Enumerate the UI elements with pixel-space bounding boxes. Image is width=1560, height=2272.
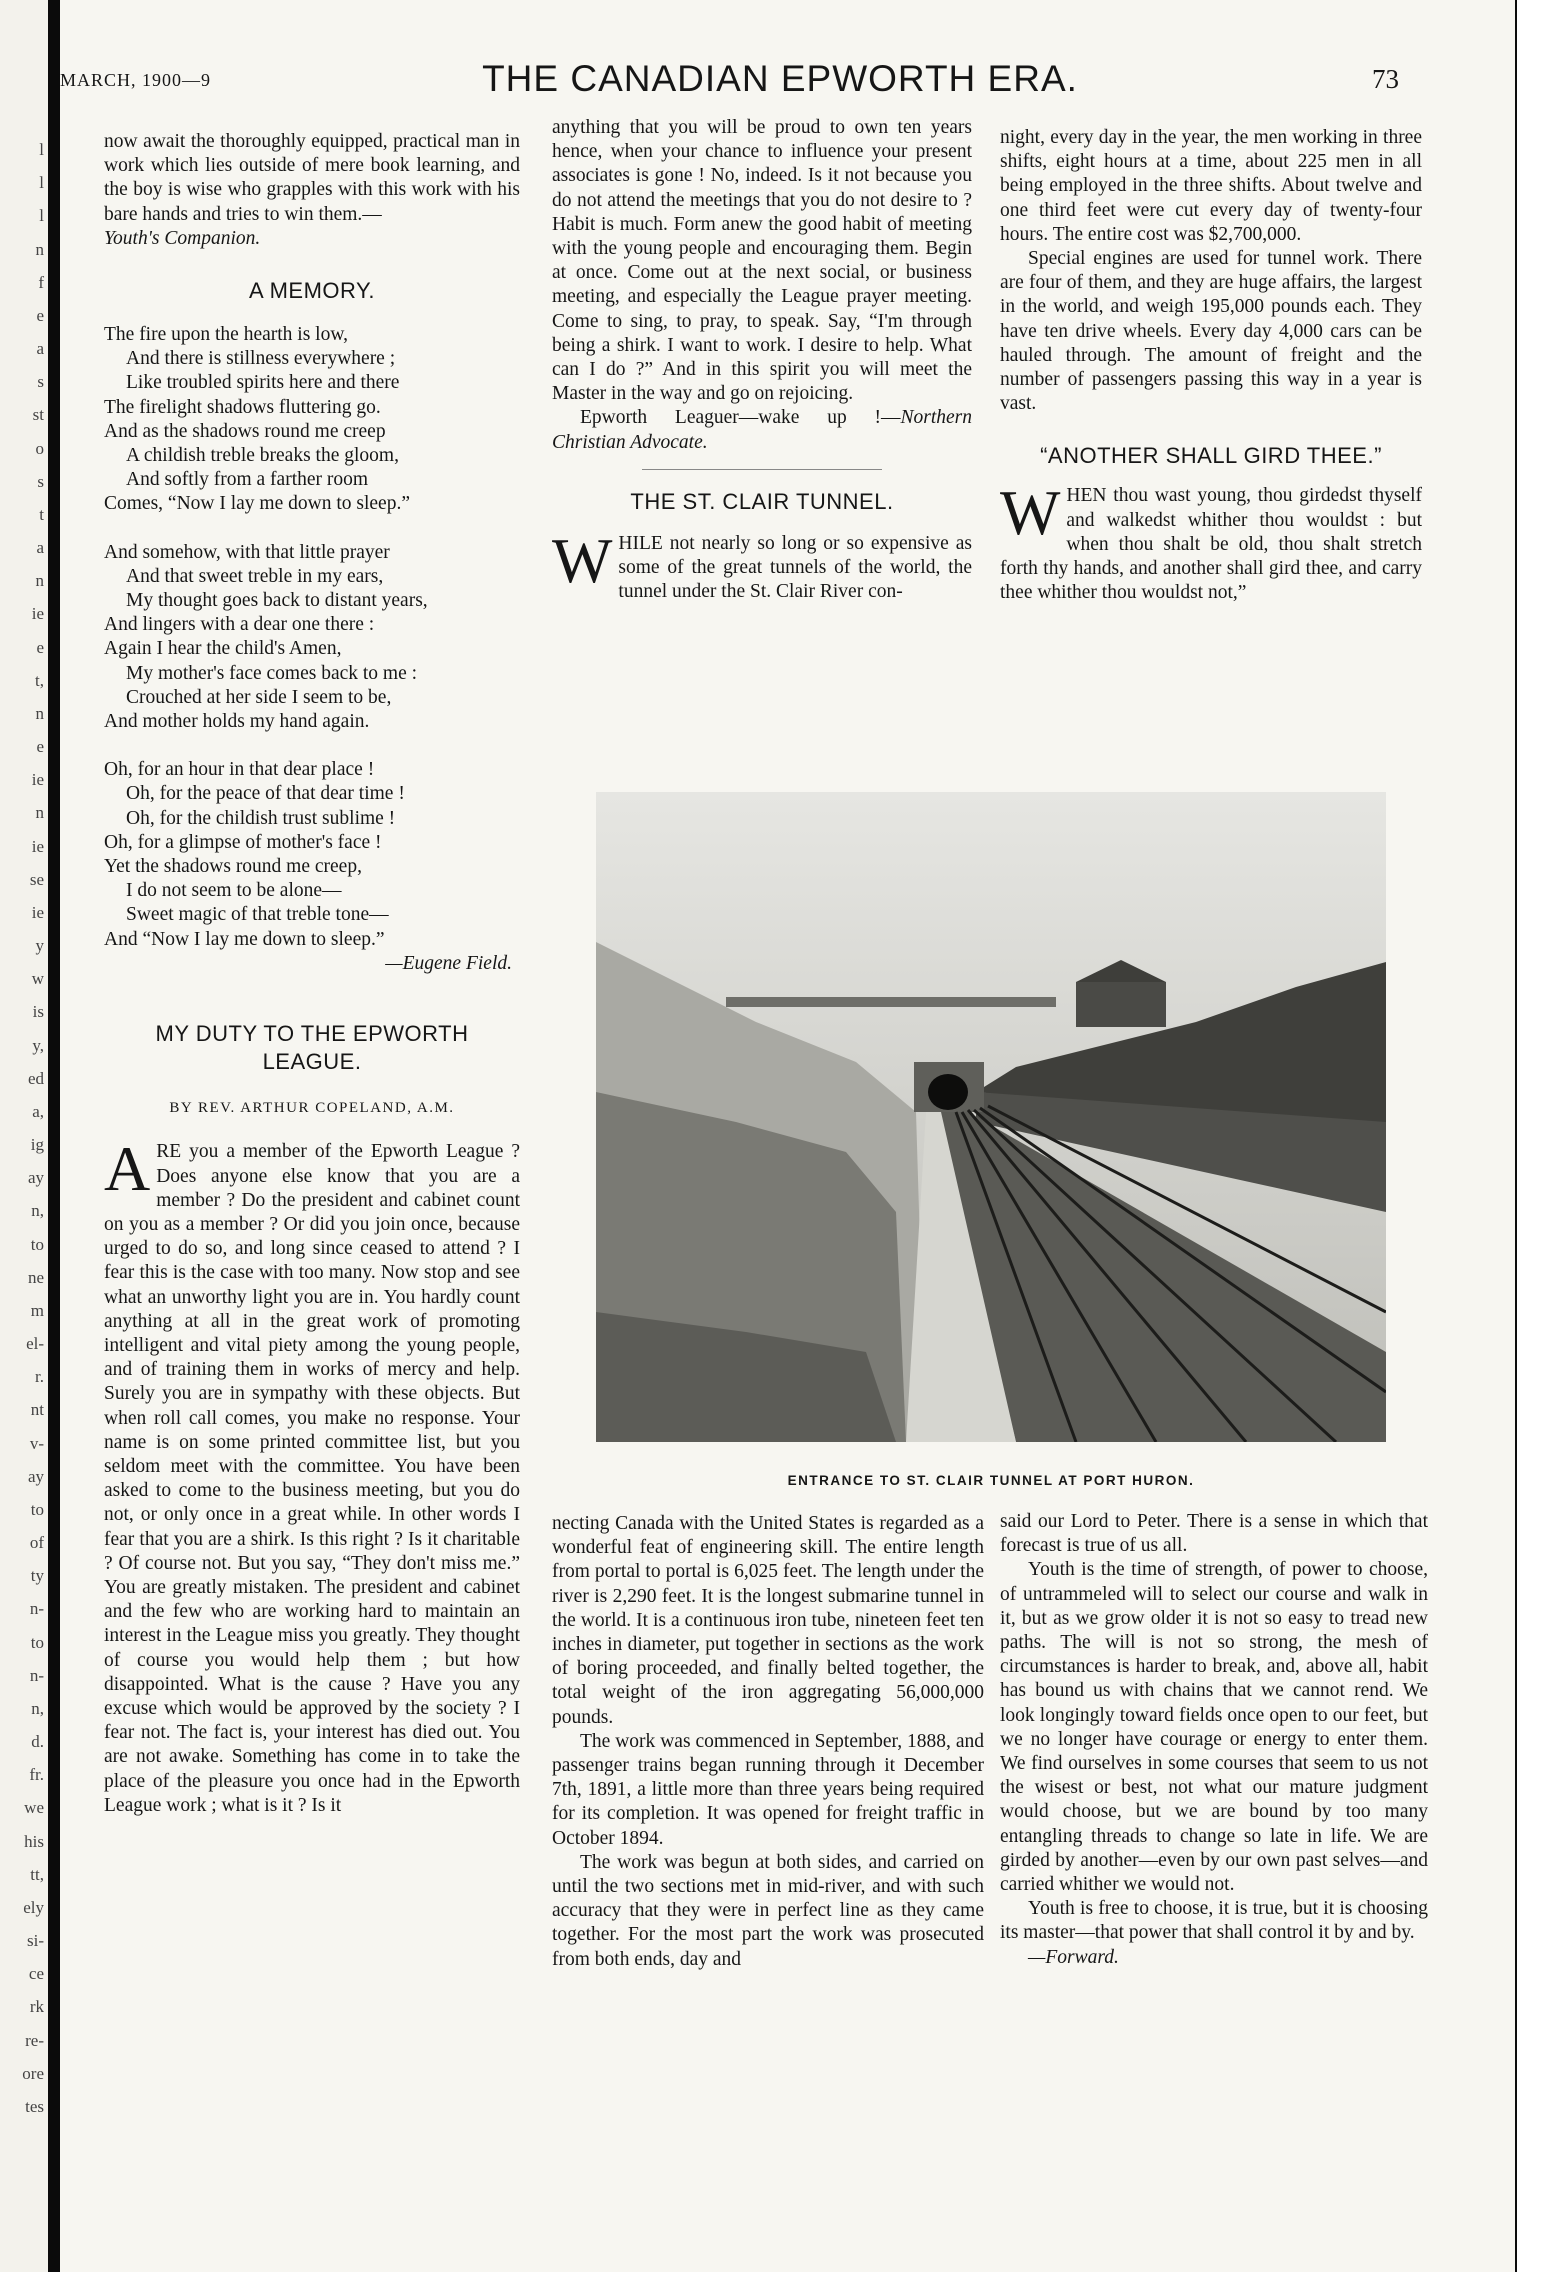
poem-line: Crouched at her side I seem to be, (126, 686, 392, 708)
gird-intro: WHEN thou wast young, thou girdedst thyself and walkedst whither thou wouldst : but when thou shalt be old, thou shalt stretch forth thy hands, and another shall gird thee, and carry thee whither thou wouldst not,” (1000, 477, 1422, 604)
facing-page-fragment: ne (27, 1267, 44, 1287)
column-1 (104, 130, 520, 1818)
poem-line: My mother's face comes back to me : (126, 662, 418, 684)
facing-page-fragment: tes (25, 2096, 44, 2116)
tunnel-continued: night, every day in the year, the men working in three shifts, eight hours at a time, about 225 men in all being employed in the three shifts. About twelve and one third feet were cut every day of twenty-four hours. The entire cost was $2,700,000. (1000, 127, 1422, 245)
gird-continued: said our Lord to Peter. There is a sense in which that forecast is true of us all. (1000, 1511, 1428, 1557)
facing-page-fragment: ay (27, 1466, 44, 1486)
facing-page-fragment: s (37, 471, 44, 491)
tunnel-body: necting Canada with the United States is regarded as a wonderful feat of engineering skill. The entire length from portal to portal is 6,025 feet. The length under the river is 2,290 feet. It is the longest submarine tunnel in the world. It is a continuous iron tube, nineteen feet ten inches in diameter, put together in sections as the work of boring proceeded, and finally belted together, the total weight of the iron aggregating 56,000,000 pounds. (552, 1513, 984, 1728)
facing-page-fragment: st (32, 405, 44, 425)
photo-caption: ENTRANCE TO ST. CLAIR TUNNEL AT PORT HURON. (787, 1473, 1195, 1488)
gird-paragraph: Youth is the time of strength, of power to choose, of untrammeled will to select our course and walk in it, but as we grow older it is not so easy to tread new paths. The will is not so strong, the mesh of circumstances is harder to break, and, above all, habit has bound us with chains that we cannot rend. We look longingly toward fields once open to our feet, but we no longer have courage or energy to enter them. We find ourselves in some courses that seem to us not the wisest or best, not what our mature judgment would choose, but we are bound by too many entangling threads to change so late in life. We are girded by another—even by our own past selves—and carried whither we would not. (1000, 1559, 1428, 1896)
facing-page-fragment: n (35, 239, 44, 259)
facing-page-fragment: l (39, 206, 44, 226)
facing-page-fragment: n (35, 571, 44, 591)
facing-page-fragment: y (35, 936, 44, 955)
poem-line: The fire upon the hearth is low, (104, 324, 349, 346)
scan-margin (1517, 0, 1560, 2272)
intro-source: Youth's Companion. (104, 227, 261, 249)
facing-page-fragment: n, (31, 1698, 44, 1718)
facing-page-fragment: se (29, 869, 44, 889)
facing-page-fragment: t, (35, 670, 44, 690)
column-3-lower (1000, 1510, 1428, 1970)
facing-page-fragment: is (32, 1002, 44, 1022)
poem-line: Oh, for an hour in that dear place ! (104, 759, 375, 781)
poem-line: And as the shadows round me creep (104, 420, 386, 442)
facing-page-fragment: ty (30, 1566, 44, 1586)
memory-poem (104, 323, 520, 976)
poem-line: A childish treble breaks the gloom, (126, 445, 399, 467)
column-2-lower (552, 1512, 984, 1972)
column-3 (1000, 126, 1422, 605)
facing-page-fragment: o (35, 438, 44, 458)
poem-line: And softly from a farther room (126, 469, 369, 491)
duty-title: MY DUTY TO THE EPWORTH LEAGUE. (155, 1021, 469, 1075)
facing-page-fragment: l (39, 173, 44, 193)
tunnel-entrance-photo (596, 792, 1386, 1442)
memory-title: A MEMORY. (249, 278, 375, 304)
facing-page-fragment: a (36, 339, 44, 358)
poem-line: And somehow, with that little prayer (104, 541, 390, 563)
tunnel-paragraph: The work was begun at both sides, and carried on until the two sections met in mid-river, and with such accuracy that they were in perfect line as they came together. For the most part the work was prosecuted from both ends, day and (552, 1851, 984, 1970)
facing-page-fragment: re- (25, 2030, 44, 2050)
stanza-1 (104, 323, 520, 517)
tunnel-intro: WHILE not nearly so long or so expensive as some of the great tunnels of the world, the tunnel under the St. Clair River con- (552, 524, 972, 603)
facing-page-fragment: a (36, 538, 44, 557)
facing-page-fragment: ely (23, 1897, 44, 1917)
poem-line: Oh, for the peace of that dear time ! (126, 783, 405, 805)
poem-line: Sweet magic of that treble tone— (126, 904, 389, 926)
facing-page-strip (0, 0, 48, 2272)
facing-page-fragment: ie (31, 770, 44, 790)
intro-paragraph: now await the thoroughly equipped, practical man in work which lies outside of mere book learning, and the boy is wise who grapples with this work with his bare hands and tries to win them.— Youth's Companion. (104, 131, 520, 249)
facing-page-fragment: e (36, 737, 44, 756)
poem-line: Oh, for a glimpse of mother's face ! (104, 831, 382, 853)
poem-line: Like troubled spirits here and there (126, 372, 400, 394)
poem-author: —Eugene Field. (385, 952, 512, 974)
stanza-2 (104, 541, 520, 735)
facing-page-fragment: n- (29, 1599, 44, 1619)
poem-line: And there is stillness everywhere ; (126, 348, 396, 370)
facing-page-fragment: a, (32, 1101, 44, 1121)
facing-page-fragment: ie (31, 836, 44, 856)
facing-page-fragment: ay (27, 1168, 44, 1188)
poem-line: My thought goes back to distant years, (126, 590, 428, 612)
facing-page-fragment: ore (22, 2063, 44, 2083)
poem-line: And mother holds my hand again. (104, 711, 370, 733)
duty-body: ARE you a member of the Epworth League ? Does anyone else know that you are a member ? Do the president and cabinet count on you as a member ? Or did you join once, because urged to do so, and long since ceased to attend ? I fear this is the case with too many. Now stop and see what an unworthy light you are in. You hardly count anything at all in the great work of promoting intelligent and vital piety among the young people, and of training them in works of mercy and help. Surely you are in sympathy with these objects. But when roll call comes, you make no response. Your name is on some printed committee list, but you seldom meet with the committee. You have been asked to come to the business meeting, but you do not, or only once in a great while. In other words I fear that you are a shirk. Is this right ? Is it charitable ? Of course not. But you say, “They don't miss me.” You are greatly mistaken. The president and cabinet and the few who are working hard to maintain an interest in the League miss you greatly. They thought of course you would help them ; but how disappointed. What is the cause ? Have you any excuse which would be approved by the society ? I fear not. The fact is, your interest has died out. You are not awake. Something has come in to take the place of the pleasure you once had in the Epworth League work ; what is it ? Is it (104, 1133, 520, 1816)
drop-cap: W (1000, 477, 1061, 549)
poem-line: And lingers with a dear one there : (104, 614, 375, 636)
poem-line: And that sweet treble in my ears, (126, 565, 384, 587)
tunnel-title: THE ST. CLAIR TUNNEL. (630, 488, 894, 514)
poem-line: And “Now I lay me down to sleep.” (104, 928, 385, 950)
poem-line: Again I hear the child's Amen, (104, 638, 342, 660)
masthead-title: THE CANADIAN EPWORTH ERA. (482, 58, 1078, 99)
drop-cap: A (104, 1133, 151, 1205)
facing-page-fragment: t (39, 504, 44, 524)
poem-line: Yet the shadows round me creep, (104, 856, 362, 878)
facing-page-fragment: n- (29, 1665, 44, 1685)
gird-paragraph: Youth is free to choose, it is true, but it is choosing its master—that power that shall control it by and by. (1000, 1898, 1428, 1944)
facing-page-fragment: n, (31, 1201, 44, 1221)
poem-line: I do not seem to be alone— (126, 880, 342, 902)
facing-page-fragment: of (29, 1533, 44, 1552)
facing-page-fragment: to (30, 1499, 44, 1519)
facing-page-fragment: el- (26, 1334, 44, 1353)
gird-title: “ANOTHER SHALL GIRD THEE.” (1040, 443, 1382, 469)
facing-page-fragment: ce (28, 1964, 44, 1984)
facing-page-fragment: ie (31, 604, 44, 624)
facing-page-fragment: fr. (29, 1765, 44, 1785)
tunnel-paragraph: Special engines are used for tunnel work. There are four of them, and they are huge affairs, the largest in the world, and weigh 195,000 pounds each. They have ten drive wheels. Every day 4,000 cars can be hauled through. The amount of freight and the number of passengers passing this way in a year is vast. (1000, 248, 1422, 415)
facing-page-fragment: tt, (30, 1864, 44, 1884)
facing-page-fragment: v- (29, 1433, 44, 1453)
facing-page-fragment: f (38, 272, 44, 292)
facing-page-fragment: e (36, 637, 44, 657)
facing-page-fragment: e (36, 305, 44, 325)
page-number: 73 (1372, 64, 1399, 94)
facing-page-fragment: si- (27, 1931, 44, 1950)
facing-page-fragment: d. (31, 1732, 44, 1751)
facing-page-fragment: n (35, 803, 44, 823)
duty-continued: anything that you will be proud to own ten years hence, when your chance to influence your present associates is gone ! No, indeed. Is it not because you do not attend the meetings that you do not desire to ? Habit is much. Form anew the good habit of meeting with the young people and encouraging them. Begin at once. Come out at the next social, or business meeting, and especially the League prayer meeting. Come to sing, to pray, to speak. Say, “I'm through being a shirk. I want to work. I desire to help. What can I do ?” And in this spirit you will meet the Master in the way and go on rejoicing. (552, 117, 972, 405)
facing-page-fragment: his (24, 1831, 44, 1851)
facing-page-fragment: ie (31, 902, 44, 922)
facing-page-fragment: s (37, 372, 44, 392)
duty-source-line: Epworth Leaguer—wake up !—Northern Christian Advocate. (552, 407, 972, 453)
facing-page-fragment: y, (32, 1035, 44, 1055)
facing-page-fragment: rk (29, 1997, 44, 2017)
facing-page-fragment: nt (30, 1400, 44, 1420)
duty-byline: BY REV. ARTHUR COPELAND, A.M. (169, 1100, 455, 1117)
facing-page-fragment: we (24, 1798, 44, 1818)
drop-cap: W (552, 524, 613, 596)
facing-page-fragment: w (31, 969, 44, 989)
facing-page-fragment: n (35, 703, 44, 723)
facing-page-fragment: m (30, 1300, 44, 1320)
facing-page-fragment: ig (30, 1135, 44, 1154)
poem-line: The firelight shadows fluttering go. (104, 396, 381, 418)
facing-page-fragment: to (30, 1234, 44, 1254)
header-date: MARCH, 1900—9 (60, 70, 212, 90)
stanza-3 (104, 758, 520, 952)
poem-line: Comes, “Now I lay me down to sleep.” (104, 493, 410, 515)
facing-page-fragment: l (39, 140, 44, 159)
duty-source: Northern Christian Advocate. (552, 407, 972, 453)
tunnel-paragraph: The work was commenced in September, 1888, and passenger trains began running through it December 7th, 1891, a little more than three years being required for its completion. It was opened for freight traffic in October 1894. (552, 1730, 984, 1849)
gird-source: —Forward. (1028, 1946, 1119, 1968)
facing-page-fragment: ed (27, 1068, 44, 1088)
facing-page-fragment: r. (35, 1367, 44, 1387)
column-2 (552, 116, 972, 604)
facing-page-fragment: to (30, 1632, 44, 1652)
poem-line: Oh, for the childish trust sublime ! (126, 807, 396, 829)
